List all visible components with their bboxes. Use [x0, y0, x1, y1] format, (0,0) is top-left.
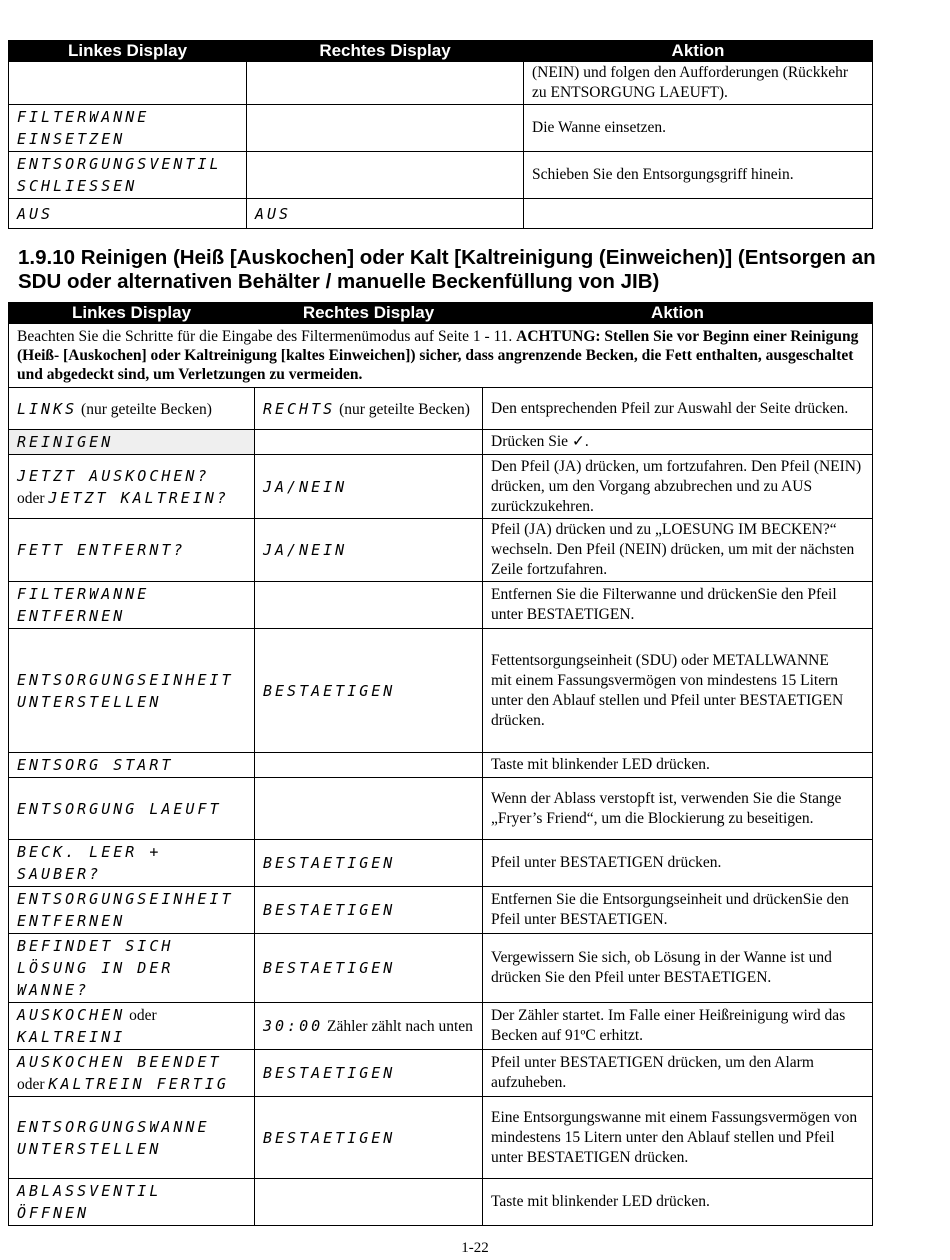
action-cell: Den entsprechenden Pfeil zur Auswahl der Seite drücken.	[483, 388, 873, 430]
table-row	[9, 934, 873, 1003]
left-display-cell	[9, 1097, 255, 1179]
left-display-cell: FETT ENTFERNT?	[9, 519, 255, 582]
or-text: oder	[129, 1007, 157, 1024]
lcd-text: 30:00	[263, 1017, 324, 1035]
action-cell: Pfeil (JA) drücken und zu „LOESUNG IM BECKEN?“ wechseln. Den Pfeil (NEIN) drücken, um mit der nächsten Zeile fortzufahren.	[483, 519, 873, 582]
steps-table-continued	[8, 40, 873, 229]
table-row	[9, 753, 873, 778]
column-header-right-display: Rechtes Display	[255, 303, 483, 324]
lcd-text: WANNE?	[17, 981, 90, 999]
column-header-left-display: Linkes Display	[9, 303, 255, 324]
action-line: unter den Ablauf stellen und Pfeil unter BESTAETIGEN drücken.	[491, 691, 844, 729]
lcd-text: ENTSORGUNGSWANNE	[17, 1117, 210, 1136]
right-display-cell	[255, 753, 483, 778]
table-row	[9, 582, 873, 629]
or-text: oder	[17, 489, 45, 507]
table-row	[9, 840, 873, 887]
page-number: 1-22	[461, 1240, 489, 1256]
left-display-cell	[9, 1050, 255, 1097]
right-display-cell	[247, 105, 524, 152]
column-header-right-display: Rechtes Display	[247, 41, 524, 62]
column-header-left-display: Linkes Display	[9, 41, 247, 62]
action-cell: Taste mit blinkender LED drücken.	[483, 1179, 873, 1226]
left-display-cell	[9, 62, 247, 105]
lcd-text: FILTERWANNE	[17, 585, 150, 603]
table-row	[9, 1097, 873, 1179]
display-note: Zähler zählt nach unten	[327, 1018, 473, 1035]
right-display-cell	[255, 582, 483, 629]
right-display-cell: BESTAETIGEN	[255, 840, 483, 887]
left-display-cell: REINIGEN	[9, 430, 255, 455]
cleaning-steps-table	[8, 302, 873, 1226]
action-cell: Schieben Sie den Entsorgungsgriff hinein.	[524, 152, 873, 199]
table-row	[9, 105, 873, 152]
lcd-text: ENTSORGUNGSEINHEIT	[17, 890, 234, 908]
action-cell: Entfernen Sie die Entsorgungseinheit und drückenSie den Pfeil unter BESTAETIGEN.	[483, 887, 873, 934]
right-display-cell: BESTAETIGEN	[255, 629, 483, 753]
action-cell: Den Pfeil (JA) drücken, um fortzufahren. Den Pfeil (NEIN) drücken, um den Vorgang abzubrechen und zu AUS zurückzukehren.	[483, 455, 873, 519]
left-display-cell	[9, 1179, 255, 1226]
lcd-text: EINSETZEN	[17, 130, 126, 148]
lcd-text: KALTREINI	[17, 1028, 126, 1046]
lcd-text: KALTREIN FERTIG	[48, 1075, 229, 1093]
table-row	[9, 887, 873, 934]
action-cell: Der Zähler startet. Im Falle einer Heißreinigung wird das Becken auf 91ºC erhitzt.	[483, 1003, 873, 1050]
lcd-text: AUSKOCHEN BEENDET	[17, 1053, 222, 1071]
lcd-text: LINKS	[17, 399, 78, 418]
lcd-text: SAUBER?	[17, 865, 102, 883]
lcd-text: LÖSUNG IN DER	[17, 959, 174, 977]
action-cell: Eine Entsorgungswanne mit einem Fassungsvermögen von mindestens 15 Litern unter den Ablauf stellen und Pfeil unter BESTAETIGEN drücken.	[483, 1097, 873, 1179]
lcd-text: AUSKOCHEN	[17, 1006, 126, 1024]
table-row	[9, 1050, 873, 1097]
left-display-cell	[9, 629, 255, 753]
table-header-row	[9, 41, 873, 62]
lcd-text: JETZT KALTREIN?	[48, 488, 229, 507]
lcd-text: FILTERWANNE	[17, 108, 150, 126]
action-line: Fettentsorgungseinheit (SDU) oder METALLWANNE	[491, 651, 829, 669]
right-display-cell: AUS	[247, 199, 524, 229]
lcd-text: UNTERSTELLEN	[17, 1139, 162, 1158]
action-cell: Pfeil unter BESTAETIGEN drücken, um den Alarm aufzuheben.	[483, 1050, 873, 1097]
lcd-text: RECHTS	[263, 399, 336, 418]
intro-text: Beachten Sie die Schritte für die Eingabe des Filtermenümodus auf Seite 1 - 11.	[17, 328, 517, 345]
left-display-cell	[9, 388, 255, 430]
display-note: (nur geteilte Becken)	[81, 400, 212, 418]
left-display-cell: AUS	[9, 199, 247, 229]
right-display-cell	[255, 1003, 483, 1050]
action-cell	[524, 199, 873, 229]
lcd-text: SCHLIESSEN	[17, 177, 138, 195]
right-display-cell: BESTAETIGEN	[255, 934, 483, 1003]
table-row	[9, 519, 873, 582]
table-row	[9, 629, 873, 753]
display-note: (nur geteilte Becken)	[339, 400, 470, 418]
right-display-cell: BESTAETIGEN	[255, 887, 483, 934]
lcd-text: UNTERSTELLEN	[17, 692, 162, 711]
table-row	[9, 455, 873, 519]
left-display-cell	[9, 840, 255, 887]
table-row	[9, 1179, 873, 1226]
right-display-cell	[255, 778, 483, 840]
lcd-text: ENTFERNEN	[17, 607, 126, 625]
lcd-text: ENTSORGUNGSEINHEIT	[17, 670, 234, 689]
column-header-action: Aktion	[524, 41, 873, 62]
right-display-cell	[255, 388, 483, 430]
action-cell: Pfeil unter BESTAETIGEN drücken.	[483, 840, 873, 887]
lcd-text: ABLASSVENTIL	[17, 1182, 162, 1200]
left-display-cell: ENTSORGUNG LAEUFT	[9, 778, 255, 840]
left-display-cell	[9, 455, 255, 519]
table-row	[9, 62, 873, 105]
right-display-cell: JA/NEIN	[255, 519, 483, 582]
right-display-cell: JA/NEIN	[255, 455, 483, 519]
warning-text: ACHTUNG: Stellen Sie vor Beginn einer Reinigung (Heiß- [Auskochen] oder Kaltreinigung [kaltes Einweichen]) sicher, dass angrenzende Becken, die Fett enthalten, ausgeschaltet und abgedeckt sind, um Verletzungen zu vermeiden.	[17, 328, 859, 383]
intro-row	[9, 324, 873, 388]
action-cell	[483, 629, 873, 753]
lcd-text: JETZT AUSKOCHEN?	[17, 466, 210, 485]
section-heading: 1.9.10 Reinigen (Heiß [Auskochen] oder Kalt [Kaltreinigung (Einweichen)] (Entsorgen an SDU oder alternativen Behälter / manuelle Beckenfüllung von JIB)	[18, 246, 876, 293]
table-row	[9, 152, 873, 199]
lcd-text: ENTSORGUNGSVENTIL	[17, 155, 222, 173]
table-row	[9, 199, 873, 229]
or-text: oder	[17, 1076, 45, 1093]
left-display-cell	[9, 887, 255, 934]
intro-note	[9, 324, 873, 388]
left-display-cell	[9, 105, 247, 152]
lcd-text: BEFINDET SICH	[17, 937, 174, 955]
table-row	[9, 1003, 873, 1050]
left-display-cell	[9, 582, 255, 629]
action-cell: Vergewissern Sie sich, ob Lösung in der Wanne ist und drücken Sie den Pfeil unter BESTAETIGEN.	[483, 934, 873, 1003]
lcd-text: BECK. LEER +	[17, 843, 162, 861]
table-header-row	[9, 303, 873, 324]
left-display-cell	[9, 1003, 255, 1050]
table-row	[9, 388, 873, 430]
action-line: mit einem Fassungsvermögen von mindestens 15 Litern	[491, 671, 838, 689]
right-display-cell: BESTAETIGEN	[255, 1097, 483, 1179]
right-display-cell	[247, 62, 524, 105]
action-cell: Die Wanne einsetzen.	[524, 105, 873, 152]
right-display-cell	[247, 152, 524, 199]
lcd-text: ENTFERNEN	[17, 912, 126, 930]
action-cell: Wenn der Ablass verstopft ist, verwenden Sie die Stange „Fryer’s Friend“, um die Blockierung zu beseitigen.	[483, 778, 873, 840]
right-display-cell	[255, 1179, 483, 1226]
right-display-cell: BESTAETIGEN	[255, 1050, 483, 1097]
table-row	[9, 778, 873, 840]
left-display-cell	[9, 934, 255, 1003]
action-cell: Taste mit blinkender LED drücken.	[483, 753, 873, 778]
action-cell: Drücken Sie ✓.	[483, 430, 873, 455]
right-display-cell	[255, 430, 483, 455]
lcd-text: ÖFFNEN	[17, 1204, 90, 1222]
action-cell: (NEIN) und folgen den Aufforderungen (Rückkehr zu ENTSORGUNG LAEUFT).	[524, 62, 873, 105]
table-row	[9, 430, 873, 455]
action-cell: Entfernen Sie die Filterwanne und drückenSie den Pfeil unter BESTAETIGEN.	[483, 582, 873, 629]
left-display-cell	[9, 152, 247, 199]
left-display-cell: ENTSORG START	[9, 753, 255, 778]
column-header-action: Aktion	[483, 303, 873, 324]
